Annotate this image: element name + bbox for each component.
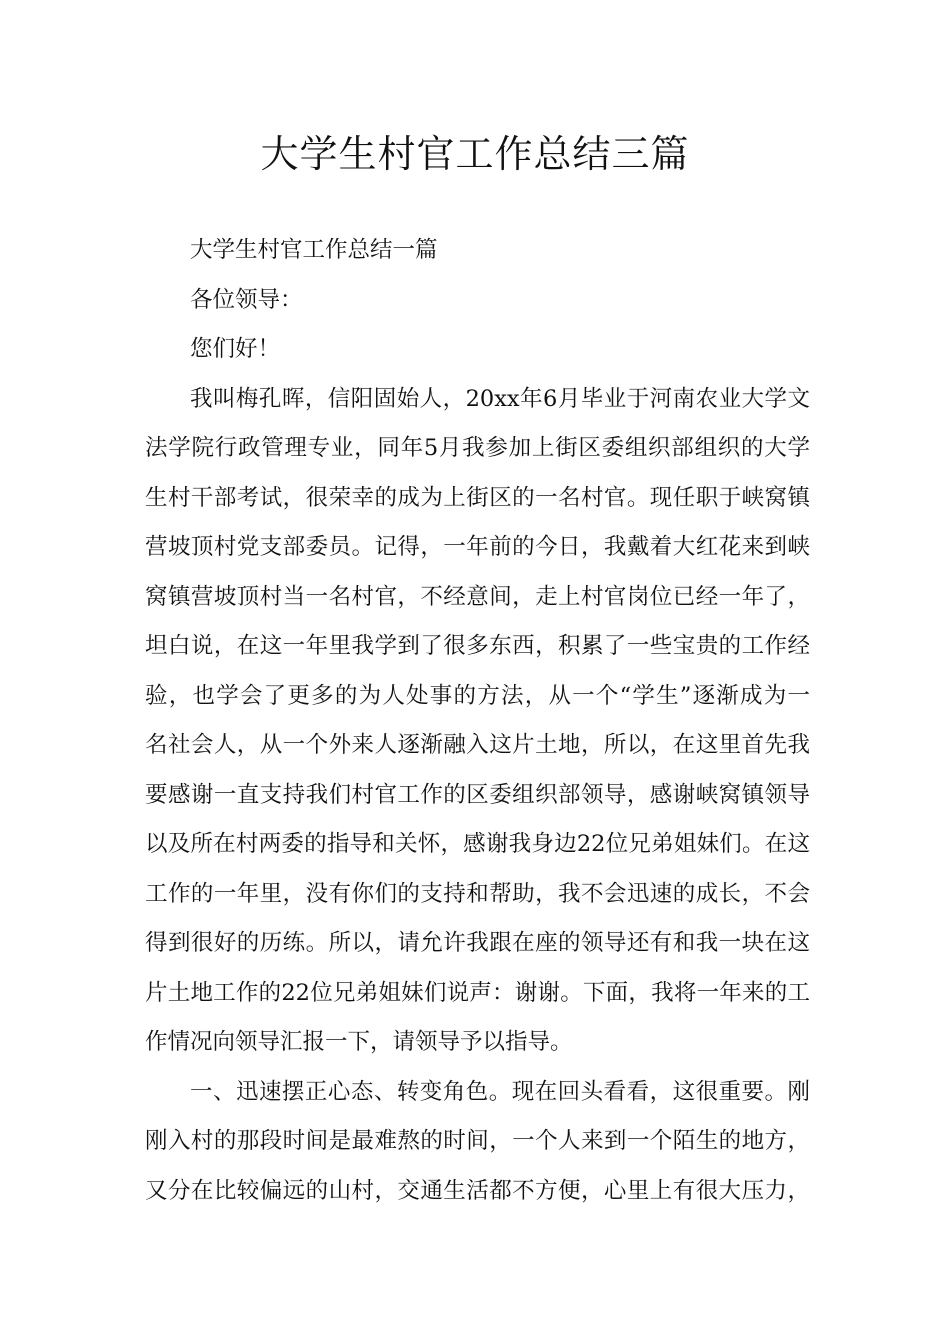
text-line: 一、迅速摆正心态、转变角色。现在回头看看，这很重要。刚 <box>190 1078 810 1105</box>
text-line: 我叫梅孔晖，信阳固始人，20xx年6月毕业于河南农业大学文 <box>190 385 810 412</box>
text-line: 您们好！ <box>190 336 281 362</box>
text-line: 名社会人，从一个外来人逐渐融入这片土地，所以，在这里首先我 <box>145 732 810 758</box>
text-line: 又分在比较偏远的山村，交通生活都不方便，心里上有很大压力， <box>145 1177 810 1204</box>
text-line: 坦白说，在这一年里我学到了很多东西，积累了一些宝贵的工作经 <box>145 633 810 659</box>
text-line: 得到很好的历练。所以，请允许我跟在座的领导还有和我一块在这 <box>145 930 810 956</box>
text-line: 验，也学会了更多的为人处事的方法，从一个“学生”逐渐成为一 <box>145 682 810 709</box>
text-line: 要感谢一直支持我们村官工作的区委组织部领导，感谢峡窝镇领导 <box>145 781 810 808</box>
text-line: 窝镇营坡顶村当一名村官，不经意间，走上村官岗位已经一年了， <box>145 583 810 610</box>
document-title: 大学生村官工作总结三篇 <box>260 132 690 176</box>
text-line: 生村干部考试，很荣幸的成为上街区的一名村官。现任职于峡窝镇 <box>145 484 810 511</box>
text-line: 营坡顶村党支部委员。记得，一年前的今日，我戴着大红花来到峡 <box>145 534 810 560</box>
text-line: 各位领导： <box>190 286 303 313</box>
document-body <box>145 226 810 1216</box>
text-line: 工作的一年里，没有你们的支持和帮助，我不会迅速的成长，不会 <box>145 880 810 907</box>
text-line: 大学生村官工作总结一篇 <box>190 237 438 263</box>
text-line: 以及所在村两委的指导和关怀，感谢我身边22位兄弟姐妹们。在这 <box>145 831 810 857</box>
text-line: 作情况向领导汇报一下，请领导予以指导。 <box>145 1029 573 1055</box>
text-line: 片土地工作的22位兄弟姐妹们说声：谢谢。下面，我将一年来的工 <box>145 979 810 1006</box>
text-line: 刚入村的那段时间是最难熬的时间，一个人来到一个陌生的地方， <box>145 1128 810 1154</box>
text-line: 法学院行政管理专业，同年5月我参加上街区委组织部组织的大学 <box>145 435 810 461</box>
